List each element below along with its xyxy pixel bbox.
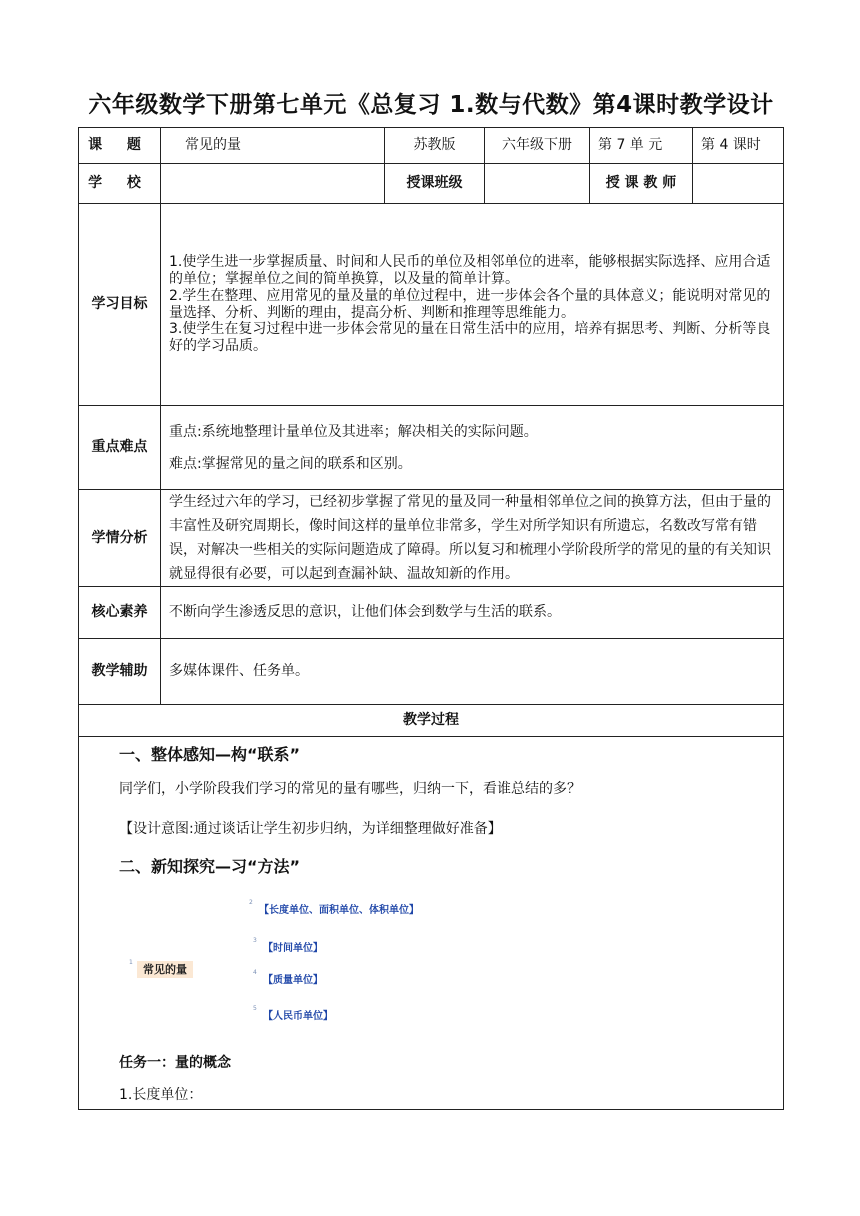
mind-map-item-mass: 【质量单位】 [263, 975, 323, 986]
goals-label: 学习目标 [79, 204, 161, 406]
row-goals [79, 204, 784, 406]
mind-map-item-length: 【长度单位、面积单位、体积单位】 [259, 905, 419, 916]
goal-item: 1.使学生进一步掌握质量、时间和人民币的单位及相邻单位的进率，能够根据实际选择、应用合适的单位；掌握单位之间的简单换算，以及量的简单计算。 [169, 254, 771, 287]
goal-item: 3.使学生在复习过程中进一步体会常见的量在日常生活中的应用，培养有据思考、判断、分析等良好的学习品质。 [169, 321, 771, 355]
mind-map-root: 常见的量 [137, 961, 193, 978]
row-keypoints [79, 406, 784, 490]
mind-map-item-number: 4 [253, 969, 257, 976]
lesson-plan-table [78, 127, 784, 1110]
row-process-header [79, 705, 784, 737]
keypoints-content [161, 406, 784, 490]
keypoints-label: 重点难点 [79, 406, 161, 490]
lesson: 第 4 课时 [693, 128, 784, 164]
row-school [79, 164, 784, 204]
teacher-value [693, 164, 784, 204]
row-process [79, 737, 784, 1110]
mind-map-item-currency: 【人民币单位】 [263, 1011, 333, 1022]
row-topic [79, 128, 784, 164]
literacy-text: 不断向学生渗透反思的意识，让他们体会到数学与生活的联系。 [161, 587, 784, 639]
goals-content [161, 204, 784, 406]
class-label: 授课班级 [385, 164, 485, 204]
process-content [79, 737, 784, 1110]
publisher: 苏教版 [385, 128, 485, 164]
keypoint-item: 重点:系统地整理计量单位及其进率；解决相关的实际问题。 [169, 423, 538, 440]
school-label: 学 校 [79, 164, 161, 204]
aids-text: 多媒体课件、任务单。 [161, 639, 784, 705]
row-analysis [79, 490, 784, 587]
aids-label: 教学辅助 [79, 639, 161, 705]
row-aids [79, 639, 784, 705]
section-2-heading: 二、新知探究—习“方法” [119, 857, 301, 876]
design-intent: 【设计意图:通过谈话让学生初步归纳，为详细整理做好准备】 [119, 821, 502, 837]
analysis-label: 学情分析 [79, 490, 161, 587]
topic-value: 常见的量 [161, 128, 385, 164]
class-value [485, 164, 590, 204]
goal-item: 2.学生在整理、应用常见的量及量的单位过程中，进一步体会各个量的具体意义；能说明对常见的量选择、分析、判断的理由，提高分析、判断和推理等思维能力。 [169, 287, 771, 321]
analysis-text: 学生经过六年的学习，已经初步掌握了常见的量及同一种量相邻单位之间的换算方法，但由于量的丰富性及研究周期长，像时间这样的量单位非常多，学生对所学知识有所遗忘，名数改写常有错误，对解决一些相关的实际问题造成了障碍。所以复习和梳理小学阶段所学的常见的量的有关知识就显得很有必要，可以起到查漏补缺、温故知新的作用。 [169, 494, 771, 582]
mind-map-item-number: 2 [249, 899, 253, 906]
section-1-heading: 一、整体感知—构“联系” [119, 745, 301, 764]
task-1-heading: 任务一：量的概念 [119, 1055, 231, 1071]
process-header: 教学过程 [79, 705, 784, 737]
keypoint-item: 难点:掌握常见的量之间的联系和区别。 [169, 455, 412, 472]
item-length-units: 1.长度单位： [119, 1087, 203, 1103]
mind-map [123, 893, 463, 1033]
mind-map-root-number: 1 [129, 959, 133, 966]
warmup-question: 同学们，小学阶段我们学习的常见的量有哪些，归纳一下，看谁总结的多？ [119, 781, 581, 797]
document-title: 六年级数学下册第七单元《总复习 1.数与代数》第4课时教学设计 [88, 92, 774, 118]
topic-label: 课 题 [79, 128, 161, 164]
teacher-label: 授 课 教 师 [590, 164, 693, 204]
row-literacy [79, 587, 784, 639]
literacy-label: 核心素养 [79, 587, 161, 639]
analysis-content [161, 490, 784, 587]
unit: 第 7 单 元 [590, 128, 693, 164]
mind-map-item-number: 3 [253, 937, 257, 944]
mind-map-item-number: 5 [253, 1005, 257, 1012]
mind-map-item-time: 【时间单位】 [263, 943, 323, 954]
school-value [161, 164, 385, 204]
grade: 六年级下册 [485, 128, 590, 164]
